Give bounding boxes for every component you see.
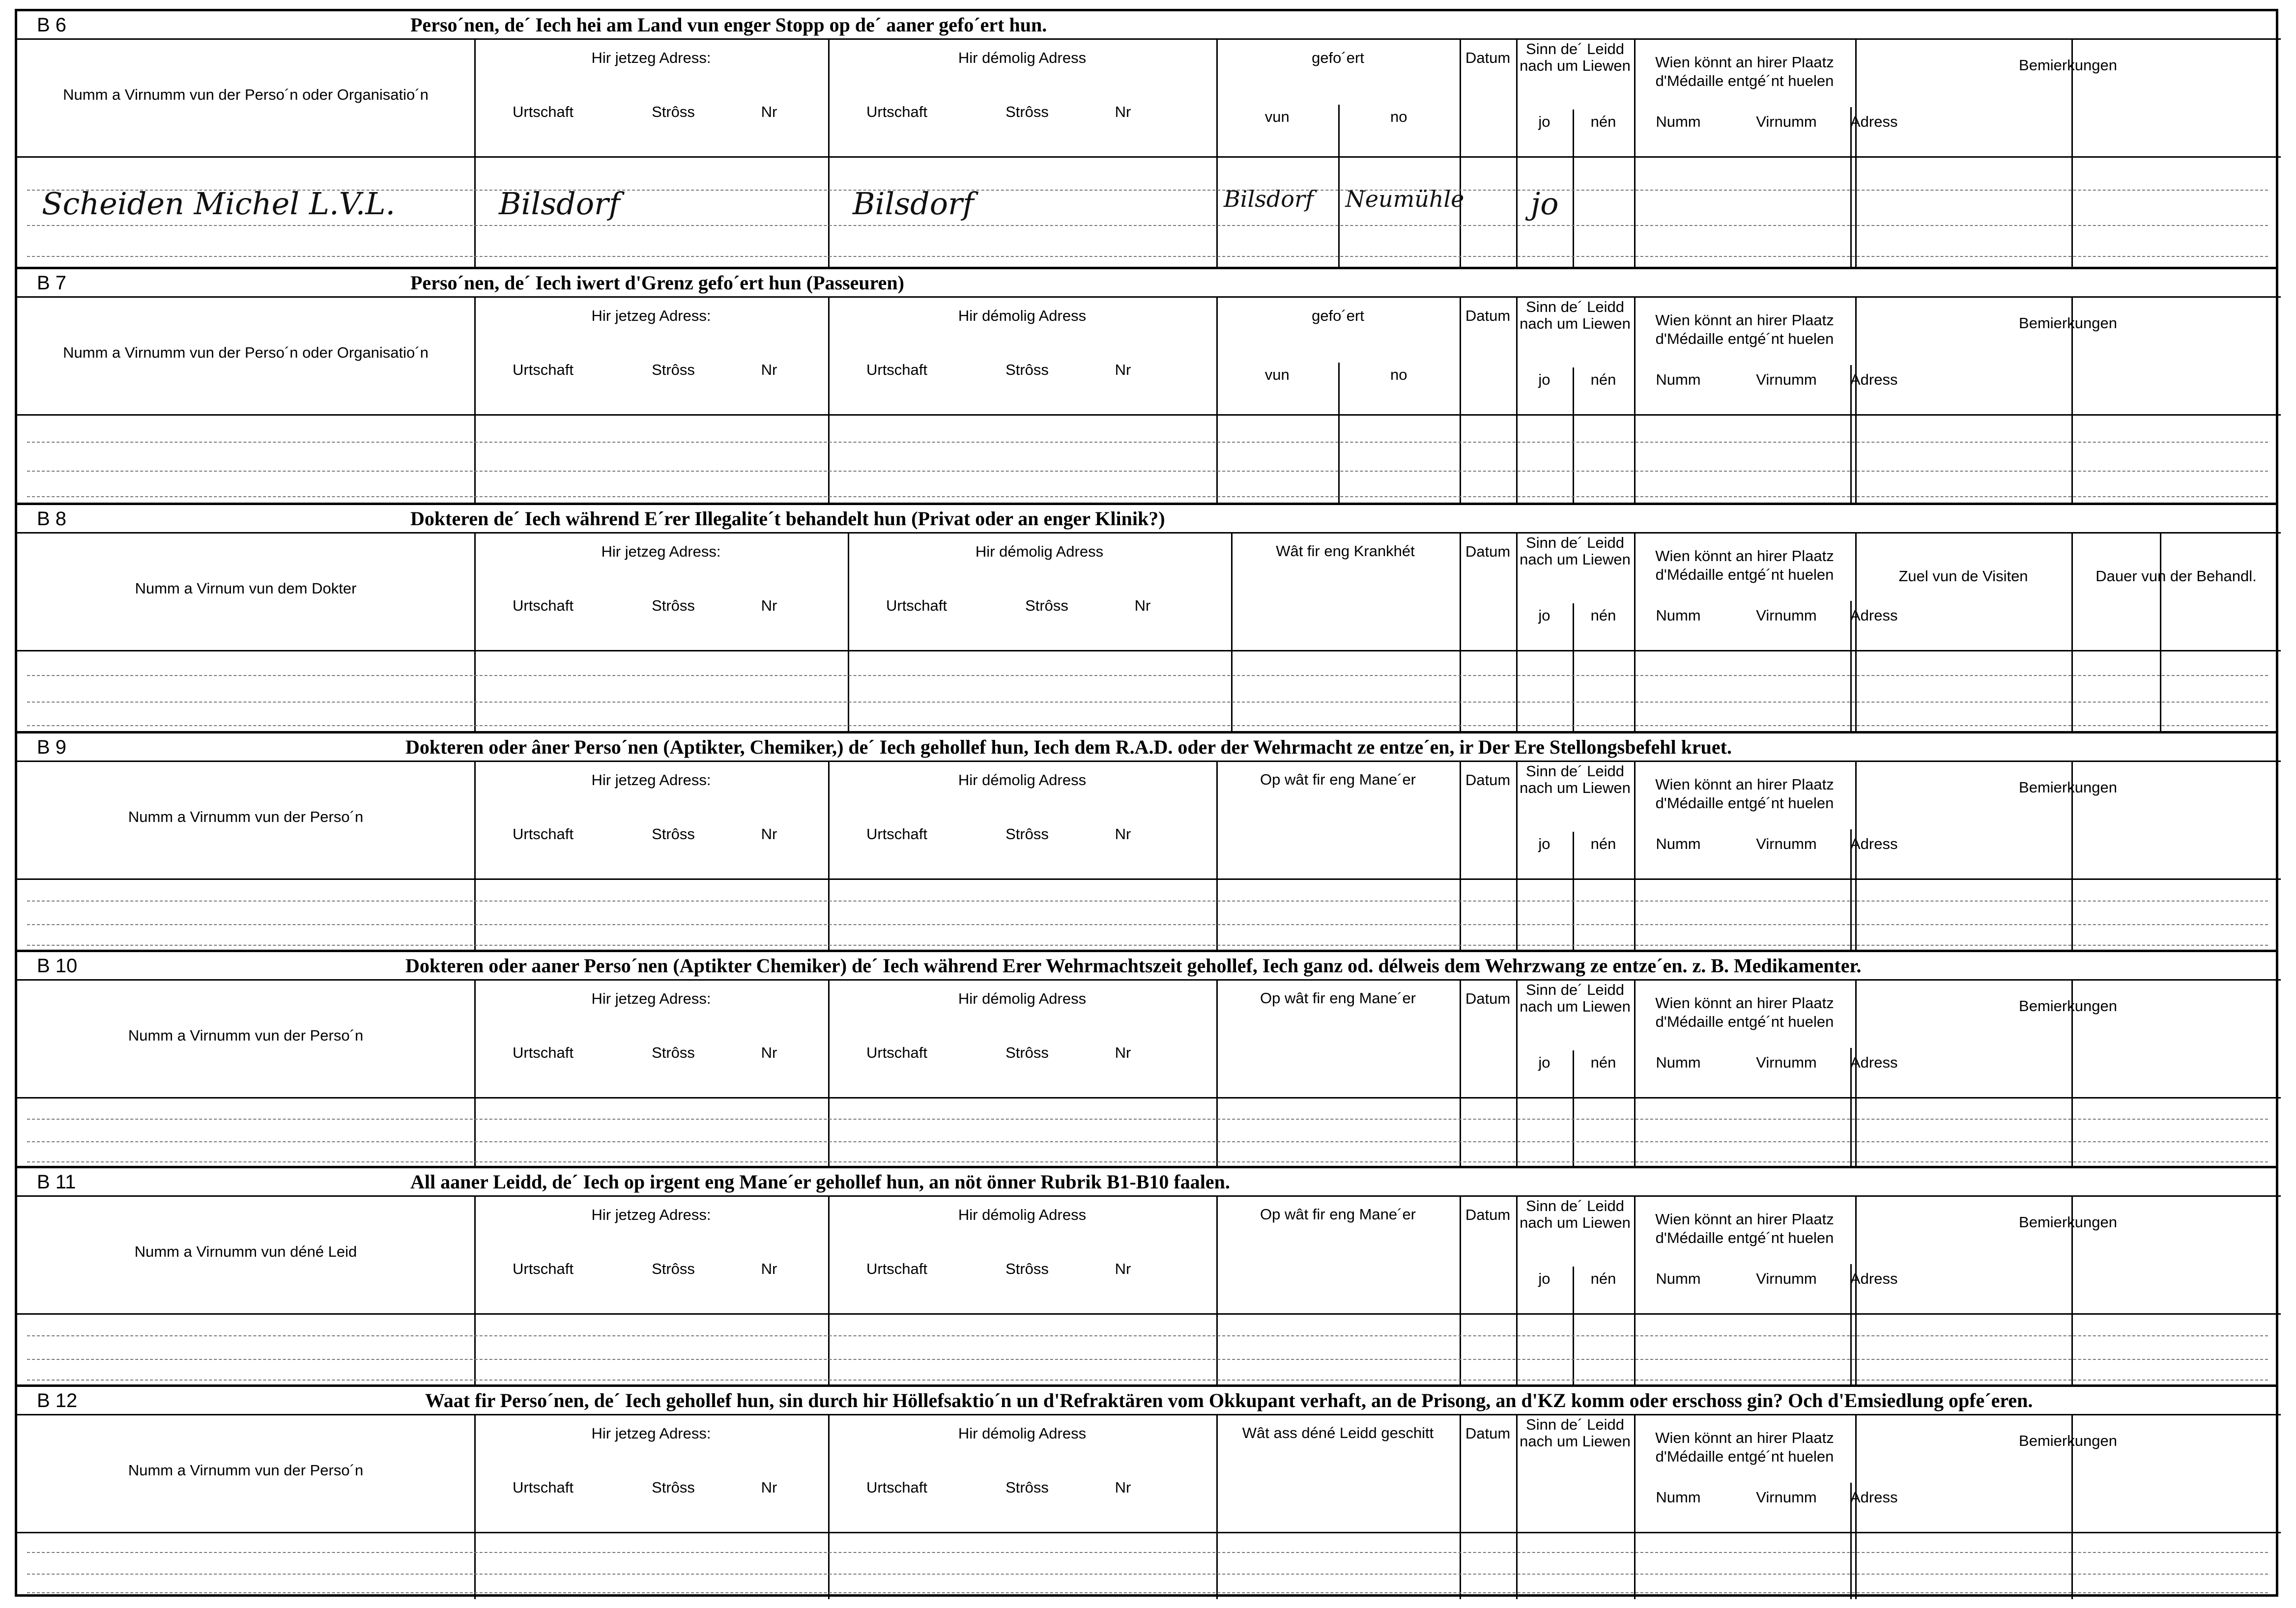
column-divider: [1216, 979, 1218, 1168]
subheader-number: Nr: [761, 361, 777, 378]
column-divider: [848, 532, 849, 733]
section-title: Dokteren de´ Iech während E´rer Illegalite´t behandelt hun (Privat oder an enger Klinik?): [410, 508, 1165, 530]
subheader-from: vun: [1264, 108, 1290, 125]
column-header-current-address: Hir jetzeg Adress:: [601, 543, 721, 560]
column-divider: [1460, 38, 1461, 267]
column-divider: [1216, 296, 1218, 505]
subheader-street: Strôss: [1005, 825, 1049, 843]
column-header-current-address: Hir jetzeg Adress:: [591, 1206, 711, 1223]
section-b7: [17, 267, 2276, 503]
column-header-former-address: Hir démolig Adress: [958, 307, 1087, 324]
column-header-detail: Wât fir eng Krankhét: [1276, 542, 1415, 560]
subheader-street: Strôss: [1005, 103, 1049, 120]
header-bottom-line: [17, 414, 2281, 416]
header-top-line: [17, 761, 2281, 762]
handwritten-name: Scheiden Michel L.V.L.: [42, 186, 396, 222]
subheader-locality: Urtschaft: [866, 1260, 928, 1277]
subheader-surname: Numm: [1656, 1270, 1701, 1287]
subheader-no: nén: [1590, 607, 1616, 624]
subheader-to: no: [1390, 366, 1407, 383]
column-divider: [1855, 532, 1857, 733]
header-bottom-line: [17, 1313, 2281, 1315]
column-header-current-address: Hir jetzeg Adress:: [591, 307, 711, 324]
subheader-address: Adress: [1850, 371, 1898, 388]
form-frame: [15, 9, 2278, 1597]
subheader-street: Strôss: [652, 1044, 695, 1061]
subheader-surname: Numm: [1656, 371, 1701, 388]
subheader-surname: Numm: [1656, 1054, 1701, 1071]
subheader-number: Nr: [761, 825, 777, 843]
column-divider: [1460, 296, 1461, 505]
subheader-street: Strôss: [652, 361, 695, 378]
subheader-number: Nr: [761, 1044, 777, 1061]
column-header-transported: gefo´ert: [1312, 307, 1364, 324]
header-top-line: [17, 38, 2281, 40]
column-divider: [1516, 979, 1518, 1168]
section-code: B 6: [37, 14, 67, 36]
subheader-number: Nr: [1115, 1260, 1131, 1277]
subheader-locality: Urtschaft: [512, 597, 574, 614]
subheader-number: Nr: [761, 103, 777, 120]
column-header-date: Datum: [1465, 1425, 1511, 1442]
column-header-medal-recipient: Wien könnt an hirer Plaatz d'Médaille entgé´nt huelen: [1655, 547, 1834, 583]
column-divider: [1516, 38, 1518, 267]
column-divider: [1634, 1195, 1636, 1387]
column-header-date: Datum: [1465, 543, 1511, 560]
column-header-transported: gefo´ert: [1312, 49, 1364, 66]
column-divider: [1216, 1195, 1218, 1387]
header-top-line: [17, 1195, 2281, 1197]
subheader-firstname: Virnumm: [1756, 113, 1817, 130]
subheader-yes: jo: [1538, 607, 1550, 624]
column-divider: [1634, 979, 1636, 1168]
column-header-name: Numm a Virnumm vun der Perso´n: [128, 1027, 364, 1044]
entry-dotted-line: [27, 1592, 2268, 1593]
column-header-still-alive: Sinn de´ Leidd nach um Liewen: [1520, 1416, 1631, 1450]
subheader-address: Adress: [1850, 113, 1898, 130]
subheader-number: Nr: [1115, 1479, 1131, 1496]
entry-dotted-line: [27, 675, 2268, 676]
column-divider: [1216, 1414, 1218, 1599]
subheader-no: nén: [1590, 1270, 1616, 1287]
subheader-address: Adress: [1850, 1054, 1898, 1071]
subheader-number: Nr: [1134, 597, 1151, 614]
subheader-number: Nr: [1115, 103, 1131, 120]
column-header-date: Datum: [1465, 990, 1511, 1007]
column-divider: [828, 296, 830, 505]
subheader-surname: Numm: [1656, 113, 1701, 130]
subheader-street: Strôss: [652, 1260, 695, 1277]
subheader-locality: Urtschaft: [512, 1260, 574, 1277]
column-header-name: Numm a Virnumm vun der Perso´n: [128, 808, 364, 825]
subheader-yes: jo: [1538, 113, 1550, 130]
subheader-address: Adress: [1850, 1270, 1898, 1287]
column-divider: [1516, 296, 1518, 505]
subheader-number: Nr: [1115, 825, 1131, 843]
subheader-locality: Urtschaft: [512, 361, 574, 378]
column-header-name: Numm a Virnumm vun der Perso´n: [128, 1462, 364, 1479]
column-header-date: Datum: [1465, 1206, 1511, 1223]
column-header-former-address: Hir démolig Adress: [958, 771, 1087, 789]
entry-dotted-line: [27, 1574, 2268, 1575]
handwritten-former-address: Bilsdorf: [853, 186, 974, 222]
column-header-still-alive: Sinn de´ Leidd nach um Liewen: [1520, 534, 1631, 568]
column-header-detail: Op wât fir eng Mane´er: [1260, 771, 1416, 788]
column-divider: [828, 38, 830, 267]
handwritten-current-address: Bilsdorf: [499, 186, 620, 222]
column-divider: [1634, 532, 1636, 733]
header-bottom-line: [17, 1097, 2281, 1099]
subheader-no: nén: [1590, 835, 1616, 852]
subheader-street: Strôss: [1005, 1044, 1049, 1061]
column-header-visits: Zuel vun de Visiten: [1898, 567, 2028, 585]
column-divider: [1634, 296, 1636, 505]
subheader-locality: Urtschaft: [866, 1044, 928, 1061]
header-top-line: [17, 1414, 2281, 1415]
entry-dotted-line: [27, 256, 2268, 257]
column-divider: [1460, 532, 1461, 733]
column-divider: [1516, 532, 1518, 733]
column-header-remarks: Bemierkungen: [2019, 314, 2117, 332]
column-divider: [1516, 761, 1518, 952]
column-header-remarks: Bemierkungen: [2019, 1213, 2117, 1231]
section-b9: [17, 731, 2276, 950]
entry-dotted-line: [27, 901, 2268, 902]
entry-dotted-line: [27, 945, 2268, 946]
subheader-street: Strôss: [652, 825, 695, 843]
column-divider: [2160, 532, 2161, 733]
subheader-street: Strôss: [652, 597, 695, 614]
subheader-no: nén: [1590, 113, 1616, 130]
column-header-still-alive: Sinn de´ Leidd nach um Liewen: [1520, 762, 1631, 796]
column-header-still-alive: Sinn de´ Leidd nach um Liewen: [1520, 298, 1631, 332]
column-header-remarks: Bemierkungen: [2019, 56, 2117, 74]
column-header-date: Datum: [1465, 49, 1511, 66]
subheader-firstname: Virnumm: [1756, 371, 1817, 388]
subheader-street: Strôss: [652, 103, 695, 120]
section-code: B 8: [37, 508, 67, 530]
column-divider: [1216, 38, 1218, 267]
subheader-firstname: Virnumm: [1756, 1270, 1817, 1287]
column-header-medal-recipient: Wien könnt an hirer Plaatz d'Médaille entgé´nt huelen: [1655, 54, 1834, 89]
header-top-line: [17, 296, 2281, 298]
entry-dotted-line: [27, 1552, 2268, 1553]
subheader-yes: jo: [1538, 1054, 1550, 1071]
section-b6: [17, 11, 2276, 267]
column-header-medal-recipient: Wien könnt an hirer Plaatz d'Médaille entgé´nt huelen: [1655, 1429, 1834, 1465]
column-header-remarks: Bemierkungen: [2019, 779, 2117, 796]
subheader-no: nén: [1590, 1054, 1616, 1071]
column-header-current-address: Hir jetzeg Adress:: [591, 771, 711, 789]
section-b12: [17, 1384, 2276, 1597]
column-header-name: Numm a Virnum vun dem Dokter: [135, 580, 357, 597]
column-header-remarks: Bemierkungen: [2019, 1432, 2117, 1449]
section-title: Dokteren oder aaner Perso´nen (Aptikter Chemiker) de´ Iech während Erer Wehrmachtszeit gehollef, Iech ganz od. délweis dem Wehrzwang ze entze´en. z. B. Medikamenter.: [405, 955, 1862, 977]
column-header-former-address: Hir démolig Adress: [958, 1206, 1087, 1223]
section-title: Perso´nen, de´ Iech iwert d'Grenz gefo´ert hun (Passeuren): [410, 272, 904, 294]
entry-dotted-line: [27, 1141, 2268, 1142]
subheader-firstname: Virnumm: [1756, 1054, 1817, 1071]
handwritten-from: Bilsdorf: [1224, 186, 1314, 212]
column-header-former-address: Hir démolig Adress: [958, 990, 1087, 1007]
subheader-address: Adress: [1850, 607, 1898, 624]
subheader-locality: Urtschaft: [512, 103, 574, 120]
entry-dotted-line: [27, 1161, 2268, 1162]
entry-dotted-line: [27, 225, 2268, 226]
entry-dotted-line: [27, 496, 2268, 497]
section-title: Perso´nen, de´ Iech hei am Land vun enger Stopp op de´ aaner gefo´ert hun.: [410, 14, 1047, 36]
section-code: B 9: [37, 736, 67, 758]
column-header-name: Numm a Virnumm vun der Perso´n oder Organisatio´n: [63, 344, 429, 361]
column-divider: [474, 38, 476, 267]
entry-dotted-line: [27, 702, 2268, 703]
section-title: Waat fir Perso´nen, de´ Iech gehollef hun, sin durch hir Höllefsaktio´n un d'Refraktären vom Okkupant verhaft, an de Prisong, an d'KZ komm oder erschoss gin? Och d'Emsiedlung opfe´eren.: [425, 1389, 2033, 1411]
subheader-street: Strôss: [1005, 361, 1049, 378]
subheader-street: Strôss: [652, 1479, 695, 1496]
header-top-line: [17, 979, 2281, 981]
subheader-locality: Urtschaft: [512, 825, 574, 843]
column-header-name: Numm a Virnumm vun déné Leid: [134, 1243, 357, 1260]
entry-dotted-line: [27, 1119, 2268, 1120]
section-b8: [17, 503, 2276, 731]
subheader-surname: Numm: [1656, 607, 1701, 624]
subheader-locality: Urtschaft: [512, 1044, 574, 1061]
column-header-current-address: Hir jetzeg Adress:: [591, 990, 711, 1007]
subcolumn-divider: [1338, 105, 1340, 267]
subheader-street: Strôss: [1025, 597, 1068, 614]
column-divider: [474, 296, 476, 505]
section-b11: [17, 1166, 2276, 1384]
section-code: B 7: [37, 272, 67, 294]
column-header-date: Datum: [1465, 307, 1511, 324]
column-header-still-alive: Sinn de´ Leidd nach um Liewen: [1520, 981, 1631, 1015]
subheader-from: vun: [1264, 366, 1290, 383]
entry-dotted-line: [27, 471, 2268, 472]
subheader-yes: jo: [1538, 1270, 1550, 1287]
subheader-to: no: [1390, 108, 1407, 125]
column-header-still-alive: Sinn de´ Leidd nach um Liewen: [1520, 40, 1631, 74]
subheader-locality: Urtschaft: [886, 597, 947, 614]
subheader-address: Adress: [1850, 835, 1898, 852]
column-header-current-address: Hir jetzeg Adress:: [591, 1425, 711, 1442]
entry-dotted-line: [27, 1380, 2268, 1381]
column-header-medal-recipient: Wien könnt an hirer Plaatz d'Médaille entgé´nt huelen: [1655, 311, 1834, 347]
section-code: B 12: [37, 1390, 78, 1411]
column-header-medal-recipient: Wien könnt an hirer Plaatz d'Médaille entgé´nt huelen: [1655, 776, 1834, 812]
column-header-detail: Op wât fir eng Mane´er: [1260, 989, 1416, 1007]
column-header-name: Numm a Virnumm vun der Perso´n oder Organisatio´n: [63, 86, 429, 103]
section-title: All aaner Leidd, de´ Iech op irgent eng Mane´er gehollef hun, an nöt önner Rubrik B1-B10 faalen.: [410, 1171, 1230, 1193]
section-title: Dokteren oder âner Perso´nen (Aptikter, Chemiker,) de´ Iech gehollef hun, Iech dem R.A.D. oder der Wehrmacht ze entze´en, ir Der Ere Stellongsbefehl kruet.: [405, 736, 1732, 758]
column-divider: [1516, 1195, 1518, 1387]
subheader-number: Nr: [1115, 361, 1131, 378]
header-top-line: [17, 532, 2281, 534]
section-b10: [17, 950, 2276, 1166]
subheader-surname: Numm: [1656, 1489, 1701, 1506]
subheader-locality: Urtschaft: [512, 1479, 574, 1496]
entry-dotted-line: [27, 725, 2268, 726]
subheader-surname: Numm: [1656, 835, 1701, 852]
column-header-remarks: Bemierkungen: [2019, 997, 2117, 1015]
column-divider: [474, 532, 476, 733]
column-divider: [1516, 1414, 1518, 1599]
subcolumn-divider: [1573, 110, 1574, 267]
subheader-number: Nr: [1115, 1044, 1131, 1061]
subheader-firstname: Virnumm: [1756, 1489, 1817, 1506]
section-code: B 11: [37, 1171, 76, 1193]
subheader-number: Nr: [761, 1260, 777, 1277]
header-bottom-line: [17, 650, 2281, 651]
handwritten-alive: jo: [1531, 186, 1559, 222]
subheader-number: Nr: [761, 1479, 777, 1496]
column-divider: [2071, 532, 2073, 733]
column-header-current-address: Hir jetzeg Adress:: [591, 49, 711, 66]
subheader-street: Strôss: [1005, 1260, 1049, 1277]
entry-dotted-line: [27, 442, 2268, 443]
subheader-locality: Urtschaft: [866, 1479, 928, 1496]
section-code: B 10: [37, 955, 78, 977]
subheader-locality: Urtschaft: [866, 825, 928, 843]
handwritten-to: Neumühle: [1345, 186, 1464, 212]
subheader-locality: Urtschaft: [866, 103, 928, 120]
subheader-number: Nr: [761, 597, 777, 614]
column-header-still-alive: Sinn de´ Leidd nach um Liewen: [1520, 1197, 1631, 1231]
column-header-detail: Wât ass déné Leidd geschitt: [1242, 1424, 1434, 1441]
entry-dotted-line: [27, 1359, 2268, 1360]
subheader-firstname: Virnumm: [1756, 835, 1817, 852]
column-header-former-address: Hir démolig Adress: [975, 543, 1104, 560]
column-header-medal-recipient: Wien könnt an hirer Plaatz d'Médaille entgé´nt huelen: [1655, 994, 1834, 1030]
column-divider: [1634, 38, 1636, 267]
subheader-firstname: Virnumm: [1756, 607, 1817, 624]
subheader-yes: jo: [1538, 835, 1550, 852]
subheader-address: Adress: [1850, 1489, 1898, 1506]
header-bottom-line: [17, 1532, 2281, 1533]
column-header-duration: Dauer vun der Behandl.: [2095, 567, 2257, 585]
subheader-yes: jo: [1538, 371, 1550, 388]
column-header-medal-recipient: Wien könnt an hirer Plaatz d'Médaille entgé´nt huelen: [1655, 1211, 1834, 1246]
entry-dotted-line: [27, 1335, 2268, 1336]
column-header-former-address: Hir démolig Adress: [958, 1425, 1087, 1442]
column-divider: [1634, 761, 1636, 952]
column-header-former-address: Hir démolig Adress: [958, 49, 1087, 66]
header-bottom-line: [17, 878, 2281, 880]
subheader-street: Strôss: [1005, 1479, 1049, 1496]
column-divider: [1216, 761, 1218, 952]
subheader-no: nén: [1590, 371, 1616, 388]
header-bottom-line: [17, 156, 2281, 158]
entry-dotted-line: [27, 924, 2268, 925]
subheader-locality: Urtschaft: [866, 361, 928, 378]
column-header-detail: Op wât fir eng Mane´er: [1260, 1206, 1416, 1223]
column-divider: [1231, 532, 1233, 733]
column-header-date: Datum: [1465, 771, 1511, 789]
